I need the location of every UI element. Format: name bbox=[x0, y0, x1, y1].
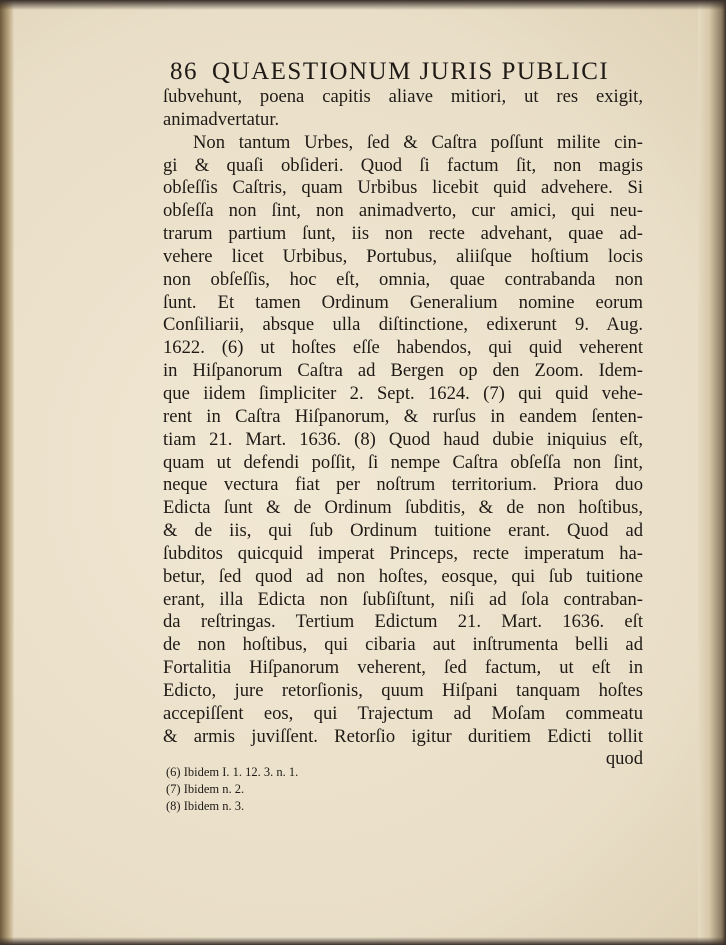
page-bottom-shadow bbox=[0, 937, 726, 945]
text-line: Edicta ſunt & de Ordinum ſubditis, & de non hoſtibus, bbox=[163, 497, 643, 519]
text-line: quam ut defendi poſſit, ſi nempe Caſtra obſeſſa non ſint, bbox=[163, 451, 643, 473]
footnote: (6) Ibidem I. 1. 12. 3. n. 1. bbox=[166, 765, 299, 779]
body-text bbox=[163, 86, 643, 771]
text-line: da reſtringas. Tertium Edictum 21. Mart. 1636. eſt bbox=[163, 611, 643, 633]
text-line: in Hiſpanorum Caſtra ad Bergen op den Zoom. Idem- bbox=[163, 360, 643, 382]
text-line: obſeſſa non ſint, non animadverto, cur amici, qui neu- bbox=[163, 200, 643, 222]
text-line: que iidem ſimpliciter 2. Sept. 1624. (7) qui quid vehe- bbox=[163, 382, 643, 404]
text-line: obſeſſis Caſtris, quam Urbibus licebit quid advehere. Si bbox=[163, 177, 643, 199]
text-line: betur, ſed quod ad non hoſtes, eosque, qui ſub tuitione bbox=[163, 565, 643, 587]
text-line: tiam 21. Mart. 1636. (8) Quod haud dubie iniquius eſt, bbox=[163, 428, 643, 450]
text-line: & de iis, qui ſub Ordinum tuitione erant. Quod ad bbox=[163, 520, 643, 542]
text-line: ſunt. Et tamen Ordinum Generalium nomine eorum bbox=[163, 291, 643, 313]
footnote: (8) Ibidem n. 3. bbox=[166, 799, 245, 813]
catchword: quod bbox=[605, 748, 643, 770]
text-line: animadvertatur. bbox=[163, 108, 280, 130]
footnotes bbox=[166, 764, 466, 815]
text-line: vehere licet Urbibus, Portubus, aliiſque hoſtium locis bbox=[163, 245, 643, 267]
text-line: 1622. (6) ut hoſtes eſſe habendos, qui quid veherent bbox=[163, 337, 643, 359]
text-line: ſubvehunt, poena capitis aliave mitiori, ut res exigit, bbox=[163, 86, 643, 107]
page-top-shadow bbox=[0, 0, 726, 10]
text-line: erant, illa Edicta non ſubſiſtunt, niſi ad ſola contraban- bbox=[163, 588, 643, 610]
text-line: rent in Caſtra Hiſpanorum, & rurſus in eandem ſenten- bbox=[163, 405, 643, 427]
text-line: Non tantum Urbes, ſed & Caſtra poſſunt milite cin- bbox=[193, 131, 643, 153]
text-line: Edicto, jure retorſionis, quum Hiſpani tanquam hoſtes bbox=[163, 679, 643, 701]
text-line: neque vectura fiat per noſtrum territorium. Priora duo bbox=[163, 474, 643, 496]
text-line: de non hoſtibus, qui cibaria aut inſtrumenta belli ad bbox=[163, 634, 643, 656]
text-line: ſubditos quicquid imperat Princeps, recte imperatum ha- bbox=[163, 542, 643, 564]
text-line: accepiſſent eos, qui Trajectum ad Moſam commeatu bbox=[163, 702, 643, 724]
page-gutter bbox=[0, 0, 14, 945]
text-line: non obſeſſis, hoc eſt, omnia, quae contrabanda non bbox=[163, 268, 643, 290]
running-header bbox=[170, 58, 632, 86]
text-line: & armis juviſſent. Retorſio igitur duritiem Edicti tollit bbox=[163, 725, 643, 747]
running-title: QUAESTIONUM JURIS PUBLICI bbox=[212, 58, 610, 85]
text-line: Conſiliarii, absque ulla diſtinctione, edixerunt 9. Aug. bbox=[163, 314, 643, 336]
page-edge bbox=[698, 0, 726, 945]
text-line: Fortalitia Hiſpanorum veherent, ſed factum, ut eſt in bbox=[163, 657, 643, 679]
text-line: gi & quaſi obſideri. Quod ſi factum ſit, non magis bbox=[163, 154, 643, 176]
footnote: (7) Ibidem n. 2. bbox=[166, 782, 245, 796]
text-line: trarum partium ſunt, iis non recte advehant, quae ad- bbox=[163, 223, 643, 245]
page-number: 86 bbox=[170, 58, 198, 85]
